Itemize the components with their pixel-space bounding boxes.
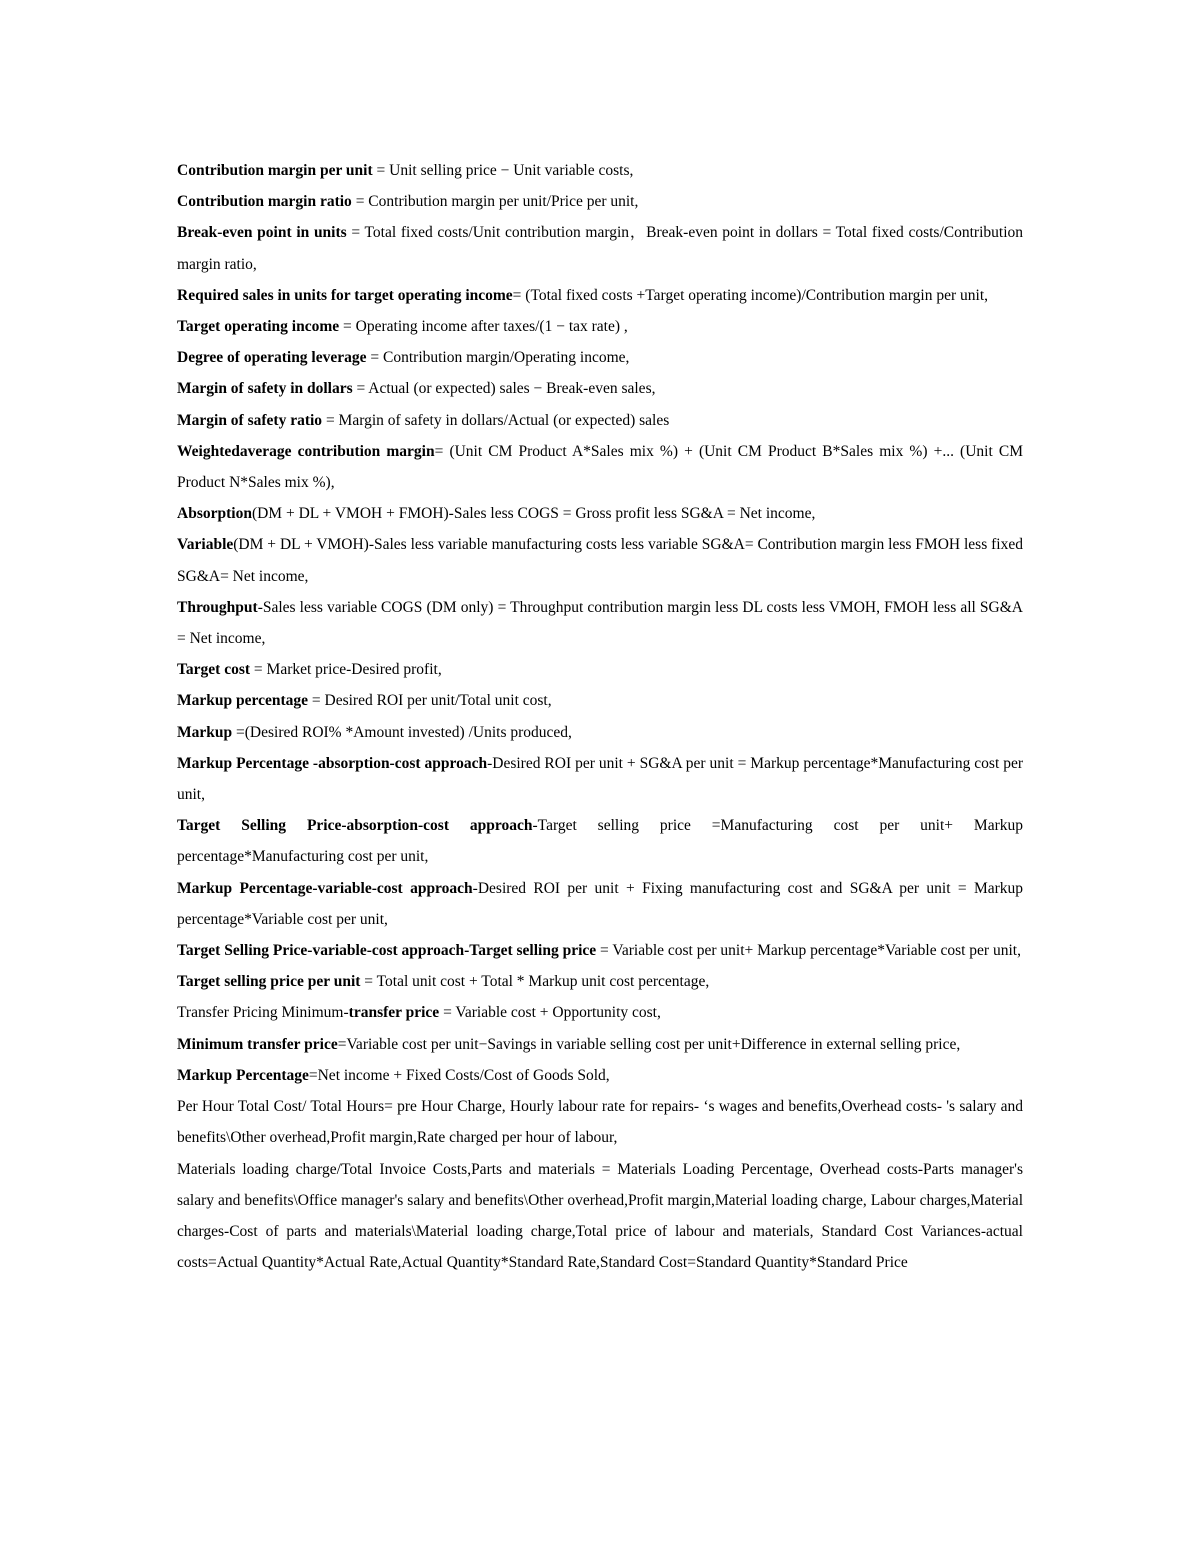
formula-definition: = Total unit cost + Total * Markup unit cost percentage,	[360, 973, 710, 991]
formula-variable	[177, 529, 1023, 591]
formula-term: Required sales in units for target operating income	[177, 286, 513, 304]
formula-target-selling-variable	[177, 935, 1023, 966]
formula-markup	[177, 717, 1023, 748]
formula-transfer-pricing	[177, 997, 1023, 1028]
formula-markup-variable	[177, 873, 1023, 935]
formula-term: Degree of operating leverage	[177, 349, 367, 367]
formula-margin-of-safety-ratio	[177, 405, 1023, 436]
formula-weighted-average-cm	[177, 436, 1023, 498]
formula-markup-percentage	[177, 685, 1023, 716]
formula-definition: = (Total fixed costs +Target operating income)/Contribution margin per unit,	[512, 286, 989, 304]
formula-term: Target operating income	[177, 318, 340, 336]
formula-term: Markup	[177, 723, 233, 741]
formula-required-sales-units	[177, 280, 1023, 311]
paragraph-per-hour	[177, 1091, 1023, 1153]
formula-term: Markup percentage	[177, 692, 309, 710]
formula-definition: =Net income + Fixed Costs/Cost of Goods Sold,	[308, 1066, 610, 1084]
formula-definition: = Variable cost per unit+ Markup percentage*Variable cost per unit,	[596, 942, 1021, 960]
formula-term: Contribution margin per unit	[177, 162, 373, 179]
formula-definition: = Total fixed costs/Unit contribution margin，Break-even point in dollars = Total fixed costs/Contribution margin ratio,	[177, 224, 1023, 273]
formula-term: Margin of safety in dollars	[177, 380, 353, 398]
formula-definition: -Desired ROI per unit + Fixing manufacturing cost and SG&A per unit = Markup percentage*Variable cost per unit,	[177, 879, 1024, 928]
formula-contribution-margin-per-unit	[177, 155, 1023, 186]
formula-term: Target Selling Price-variable-cost approach-Target selling price	[177, 942, 597, 960]
formula-definition: = Operating income after taxes/(1 − tax rate) ,	[339, 318, 628, 336]
formula-markup-percentage-net	[177, 1060, 1023, 1091]
formula-definition: =Variable cost per unit−Savings in variable selling cost per unit+Difference in external selling price,	[337, 1035, 961, 1053]
formula-margin-of-safety-dollars	[177, 373, 1023, 404]
formula-definition: (DM + DL + VMOH + FMOH)-Sales less COGS = Gross profit less SG&A = Net income,	[251, 505, 816, 523]
paragraph-materials-loading	[177, 1154, 1023, 1279]
formula-term: Absorption	[177, 505, 252, 523]
formula-term: Contribution margin ratio	[177, 193, 352, 211]
formula-term: Weightedaverage contribution margin	[177, 442, 435, 460]
formula-term: Target cost	[177, 661, 251, 679]
formula-term: Throughput	[177, 598, 258, 616]
formula-definition: = Contribution margin/Operating income,	[366, 349, 630, 367]
formula-break-even-point	[177, 217, 1023, 279]
formula-target-selling-per-unit	[177, 966, 1023, 997]
formula-term: Margin of safety ratio	[177, 411, 323, 429]
formula-term: Break-even point in units	[177, 224, 347, 242]
formula-term: Target Selling Price-absorption-cost approach	[177, 817, 533, 835]
formula-definition: = Actual (or expected) sales − Break-even sales,	[352, 380, 656, 398]
formula-target-selling-absorption	[177, 810, 1023, 872]
formula-term: Minimum transfer price	[177, 1035, 338, 1053]
formula-definition: = Contribution margin per unit/Price per unit,	[351, 193, 639, 211]
formula-absorption	[177, 498, 1023, 529]
document-page	[177, 155, 1023, 1278]
formula-definition: = (Unit CM Product A*Sales mix %) + (Unit CM Product B*Sales mix %) +... (Unit CM Product N*Sales mix %),	[177, 442, 1023, 492]
formula-term: Markup Percentage-variable-cost approach	[177, 879, 473, 897]
formula-term: Target selling price per unit	[177, 973, 361, 991]
formula-definition: -Sales less variable COGS (DM only) = Throughput contribution margin less DL costs less VMOH, FMOH less all SG&A = Net income,	[177, 598, 1023, 648]
formula-target-operating-income	[177, 311, 1023, 342]
formula-prefix: Transfer Pricing Minimum-	[177, 1004, 349, 1022]
formula-definition: =(Desired ROI% *Amount invested) /Units produced,	[232, 723, 572, 741]
formula-definition: -Target selling price =Manufacturing cost per unit+ Markup percentage*Manufacturing cost per unit,	[177, 817, 1023, 866]
formula-definition: (DM + DL + VMOH)-Sales less variable manufacturing costs less variable SG&A= Contribution margin less FMOH less fixed SG&A= Net income,	[177, 536, 1023, 585]
formula-contribution-margin-ratio	[177, 186, 1023, 217]
formula-definition: = Desired ROI per unit/Total unit cost,	[308, 692, 552, 710]
formula-term: Markup Percentage -absorption-cost approach	[177, 754, 488, 772]
formula-term: Markup Percentage	[177, 1066, 309, 1084]
paragraph-text: Materials loading charge/Total Invoice Costs,Parts and materials = Materials Loading Percentage, Overhead costs-Parts manager's salary and benefits\Office manager's salary and benefits\Other overhead,Profit margin,Material loading charge, Labour charges,Material charges-Cost of parts and materials\Material loading charge,Total price of labour and materials, Standard Cost Variances-actual costs=Actual Quantity*Actual Rate,Actual Quantity*Standard Rate,Standard Cost=Standard Quantity*Standard Price	[177, 1160, 1023, 1272]
formula-throughput	[177, 592, 1023, 654]
formula-definition: = Unit selling price − Unit variable costs,	[372, 162, 634, 179]
formula-term: Variable	[177, 536, 234, 554]
formula-definition: = Variable cost + Opportunity cost,	[439, 1004, 661, 1022]
formula-markup-absorption	[177, 748, 1023, 810]
formula-degree-operating-leverage	[177, 342, 1023, 373]
formula-term: transfer price	[348, 1004, 440, 1022]
formula-definition: = Margin of safety in dollars/Actual (or expected) sales	[322, 411, 670, 429]
formula-target-cost	[177, 654, 1023, 685]
paragraph-text: Per Hour Total Cost/ Total Hours= pre Hour Charge, Hourly labour rate for repairs- ‘s wages and benefits,Overhead costs- 's salary and benefits\Other overhead,Profit margin,Rate charged per hour of labour,	[177, 1098, 1023, 1147]
formula-definition: = Market price-Desired profit,	[250, 661, 442, 679]
formula-minimum-transfer-price	[177, 1029, 1023, 1060]
formula-definition: -Desired ROI per unit + SG&A per unit = Markup percentage*Manufacturing cost per unit,	[177, 754, 1023, 804]
